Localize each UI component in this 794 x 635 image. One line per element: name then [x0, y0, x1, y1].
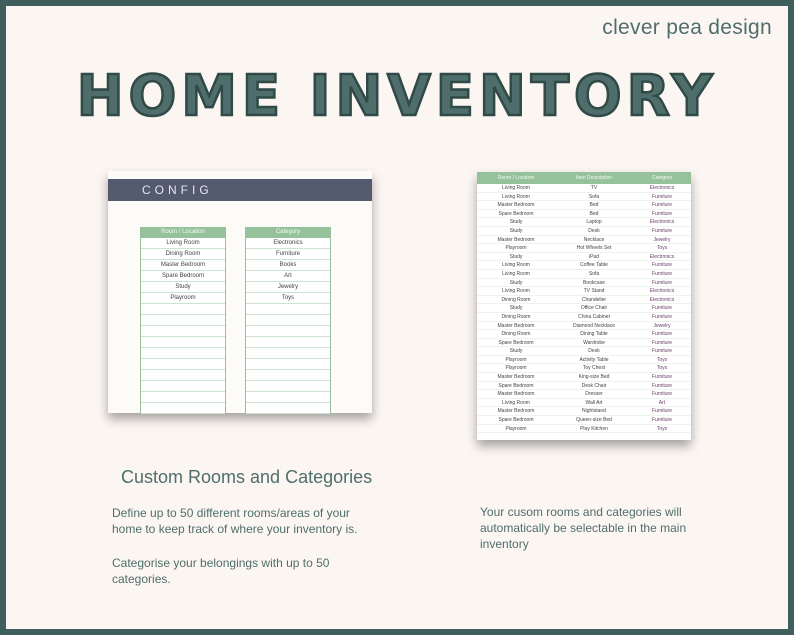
table-row [477, 304, 691, 313]
table-row [141, 359, 225, 370]
table-cell: iPad [588, 253, 599, 260]
table-row: Study [141, 282, 225, 293]
section-subheading: Custom Rooms and Categories [121, 467, 373, 487]
table-cell: Furniture [651, 382, 672, 389]
table-row [246, 326, 330, 337]
table-cell: Master Bedroom [497, 408, 535, 415]
table-cell: Wall Art [585, 399, 603, 406]
table-row [477, 270, 691, 279]
table-cell: Furniture [651, 417, 672, 424]
table-cell: Toys [656, 245, 668, 252]
table-cell: Sofa [588, 270, 600, 277]
table-row [141, 403, 225, 414]
table-row [246, 337, 330, 348]
table-cell: Living Room [502, 185, 530, 191]
table-cell: Study [509, 253, 523, 260]
table-cell: Play Kitchen [580, 425, 608, 432]
rooms-table-header: Room / Location [141, 227, 225, 238]
brand-logo-text: clever pea design [602, 16, 772, 39]
table-cell: Jewelry [653, 322, 671, 329]
table-row [477, 210, 691, 219]
table-row [477, 218, 691, 227]
table-cell: Dining Room [501, 296, 531, 303]
table-cell: Desk [588, 348, 600, 355]
table-cell: Dining Table [580, 331, 608, 338]
table-row: Playroom [141, 293, 225, 304]
table-row [477, 364, 691, 373]
table-cell: Furniture [651, 313, 672, 320]
table-cell: Study [509, 227, 523, 234]
table-cell: Master Bedroom [497, 391, 535, 398]
table-cell: Dresser [585, 391, 603, 398]
table-row [477, 296, 691, 305]
table-cell: Master Bedroom [497, 322, 535, 329]
table-cell: Furniture [651, 339, 672, 346]
table-cell: Playroom [505, 356, 527, 363]
table-cell: Study [509, 305, 523, 312]
inventory-header-category: Category [651, 175, 673, 181]
page-title: HOME INVENTORY [76, 64, 718, 129]
table-cell: TV Stand [583, 288, 605, 295]
table-cell: Electronics [649, 288, 675, 295]
table-row [141, 304, 225, 315]
table-cell: Chandelier [581, 296, 607, 303]
table-row [477, 347, 691, 356]
table-cell: Desk Chair [581, 382, 607, 389]
table-row: Art [246, 271, 330, 282]
table-cell: Nightstand [582, 408, 606, 415]
table-cell: Furniture [651, 202, 672, 209]
table-row: Toys [246, 293, 330, 304]
table-row [477, 373, 691, 382]
table-cell: Furniture [651, 331, 672, 338]
table-row: Spare Bedroom [141, 271, 225, 282]
table-cell: King-size Bed [578, 374, 610, 381]
table-cell: Furniture [651, 227, 672, 234]
table-cell: Furniture [651, 391, 672, 398]
table-cell: Living Room [502, 262, 530, 269]
table-cell: Office Chair [580, 305, 608, 312]
table-row [141, 337, 225, 348]
table-cell: Study [509, 279, 523, 286]
table-row [477, 193, 691, 202]
table-cell: Playroom [505, 245, 527, 252]
table-cell: Art [658, 399, 666, 406]
table-row [246, 381, 330, 392]
config-banner: CONFIG [108, 179, 372, 201]
table-row [246, 370, 330, 381]
table-cell: Bookcase [583, 279, 605, 286]
table-row [477, 390, 691, 399]
table-cell: Necklace [583, 236, 605, 243]
table-row: Furniture [246, 249, 330, 260]
table-row [477, 407, 691, 416]
table-row [477, 330, 691, 339]
table-cell: TV [590, 185, 598, 191]
table-row [477, 261, 691, 270]
table-cell: Electronics [649, 185, 675, 191]
table-cell: Furniture [651, 270, 672, 277]
table-cell: Living Room [502, 288, 530, 295]
table-row [477, 244, 691, 253]
inventory-header-item: Item Description [575, 175, 613, 181]
table-row: Electronics [246, 238, 330, 249]
table-cell: Jewelry [653, 236, 671, 243]
table-row [477, 399, 691, 408]
categories-table [245, 227, 331, 414]
table-row: Dining Room [141, 249, 225, 260]
table-cell: Playroom [505, 365, 527, 372]
table-row [246, 348, 330, 359]
table-row [246, 304, 330, 315]
table-row [477, 339, 691, 348]
table-cell: Furniture [651, 408, 672, 415]
table-cell: Electronics [649, 219, 675, 226]
table-cell: Toys [656, 365, 668, 372]
table-row [141, 348, 225, 359]
table-cell: Queen-size Bed [576, 417, 612, 424]
table-row [141, 381, 225, 392]
table-cell: Wardrobe [583, 339, 605, 346]
table-row [246, 403, 330, 414]
table-cell: Electronics [649, 296, 675, 303]
table-row [246, 315, 330, 326]
inventory-sheet-preview [477, 172, 691, 440]
table-cell: Furniture [651, 348, 672, 355]
table-row [477, 201, 691, 210]
table-row: Master Bedroom [141, 260, 225, 271]
selectable-description: Your cusom rooms and categories will automatically be selectable in the main inventory [480, 505, 687, 551]
table-row [141, 370, 225, 381]
table-row [477, 425, 691, 434]
table-cell: Living Room [502, 270, 530, 277]
table-cell: Hot Wheels Set [576, 245, 612, 252]
table-row [477, 356, 691, 365]
table-cell: Furniture [651, 279, 672, 286]
rooms-table [140, 227, 226, 414]
page-frame [4, 4, 790, 631]
inventory-table-header [477, 172, 691, 184]
config-sheet-preview [108, 171, 372, 413]
table-cell: Playroom [505, 425, 527, 432]
table-cell: Bed [589, 202, 599, 209]
table-cell: Activity Table [579, 356, 609, 363]
table-cell: Spare Bedroom [498, 339, 534, 346]
inventory-header-room: Room / Location [497, 175, 535, 181]
table-cell: Diamond Necklace [573, 322, 615, 329]
table-cell: China Cabinet [578, 313, 610, 320]
table-row: Books [246, 260, 330, 271]
table-cell: Spare Bedroom [498, 417, 534, 424]
table-cell: Spare Bedroom [498, 210, 534, 217]
table-row [477, 382, 691, 391]
table-cell: Dining Room [501, 313, 531, 320]
rooms-description: Define up to 50 different rooms/areas of your home to keep track of where your inventory is. [112, 506, 358, 536]
table-row [477, 287, 691, 296]
table-row [477, 253, 691, 262]
table-cell: Living Room [502, 399, 530, 406]
table-row [477, 322, 691, 331]
table-cell: Desk [588, 227, 600, 234]
table-cell: Toys [656, 425, 668, 432]
table-row [477, 227, 691, 236]
table-cell: Furniture [651, 374, 672, 381]
table-cell: Master Bedroom [497, 202, 535, 209]
table-cell: Electronics [649, 253, 675, 260]
table-cell: Laptop [586, 219, 602, 226]
table-cell: Master Bedroom [497, 374, 535, 381]
table-row [246, 392, 330, 403]
table-row [477, 184, 691, 193]
categories-table-header: Category [246, 227, 330, 238]
table-cell: Bed [589, 210, 599, 217]
table-cell: Coffee Table [580, 262, 608, 269]
categories-description: Categorise your belongings with up to 50 categories. [112, 556, 330, 586]
table-cell: Study [509, 348, 523, 355]
table-row [477, 313, 691, 322]
table-row [477, 416, 691, 425]
table-cell: Sofa [588, 193, 600, 200]
table-cell: Dining Room [501, 331, 531, 338]
table-row: Jewelry [246, 282, 330, 293]
table-cell: Master Bedroom [497, 236, 535, 243]
table-row [141, 392, 225, 403]
table-cell: Toys [656, 356, 668, 363]
table-row [477, 236, 691, 245]
table-cell: Furniture [651, 193, 672, 200]
table-cell: Furniture [651, 210, 672, 217]
table-row [477, 279, 691, 288]
table-cell: Living Room [502, 193, 530, 200]
table-cell: Study [509, 219, 523, 226]
table-row [141, 326, 225, 337]
table-cell: Spare Bedroom [498, 382, 534, 389]
table-cell: Furniture [651, 305, 672, 312]
table-cell: Furniture [651, 262, 672, 269]
table-cell: Toy Chest [582, 365, 606, 372]
table-row [246, 359, 330, 370]
table-row: Living Room [141, 238, 225, 249]
table-row [141, 315, 225, 326]
